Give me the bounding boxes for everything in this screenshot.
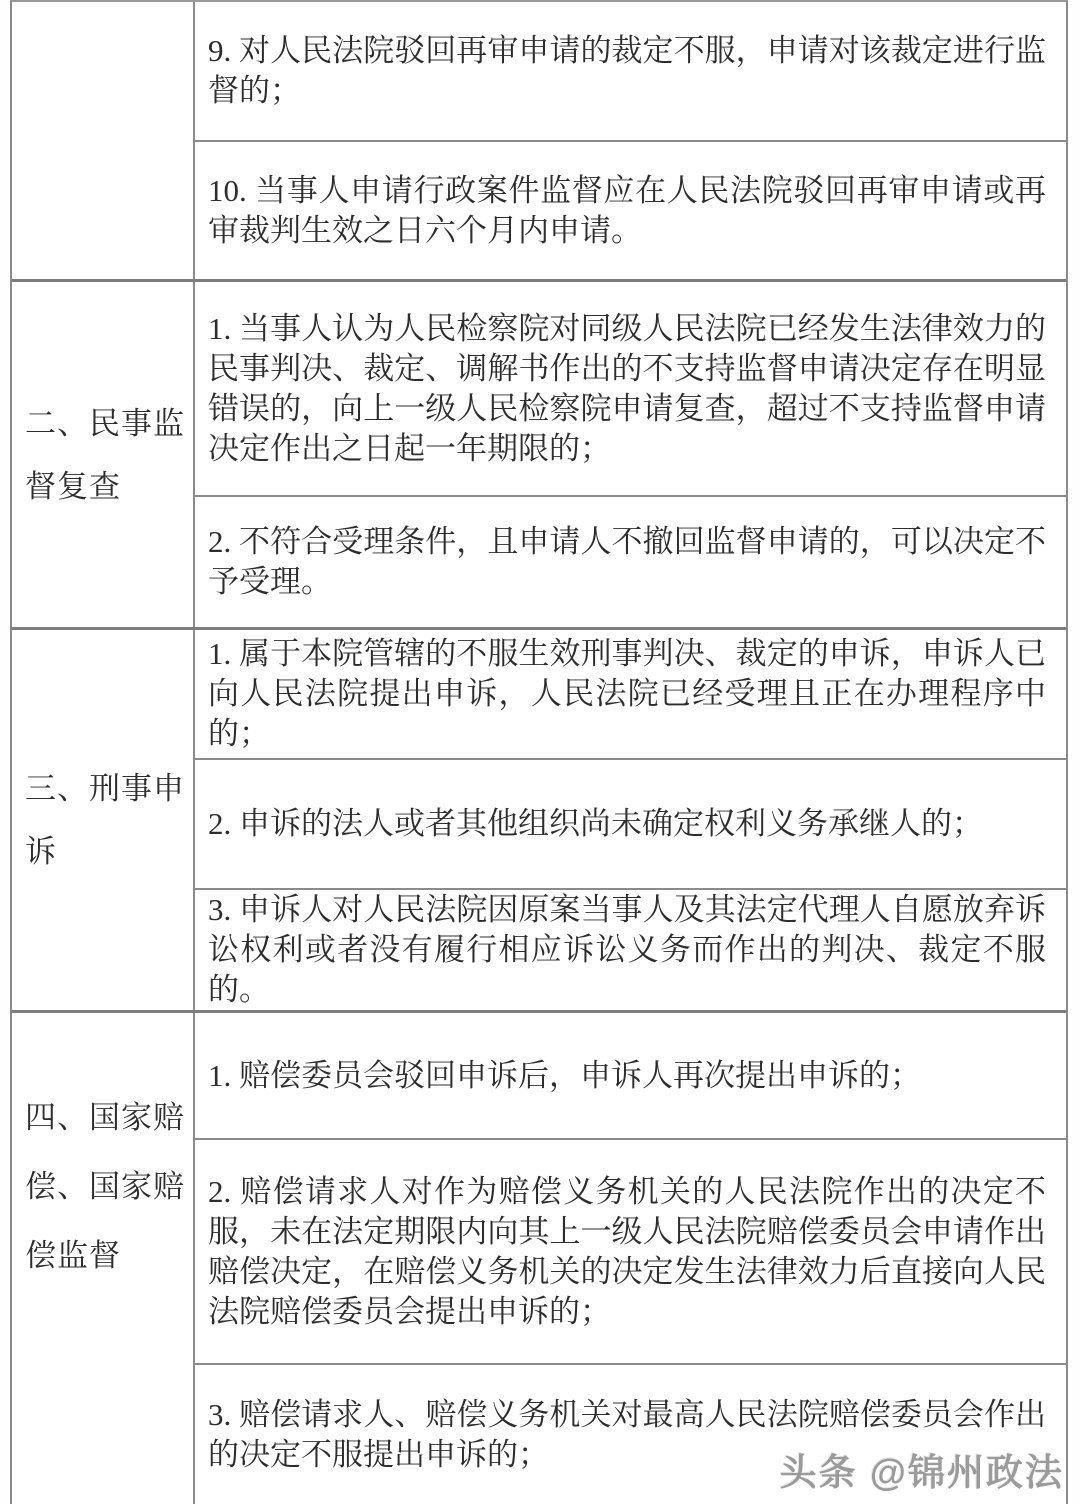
item-text: 1. 当事人认为人民检察院对同级人民法院已经发生法律效力的民事判决、裁定、调解书作出的不支持监督申请决定存在明显错误的，向上一级人民检察院申请复查，超过不支持监督申请决定作出之日起一年期限的； (208, 310, 1046, 466)
item-text: 2. 申诉的法人或者其他组织尚未确定权利义务承继人的； (208, 806, 983, 841)
table-cell (195, 890, 1066, 1010)
table-cell (195, 760, 1066, 890)
item-text: 1. 属于本院管辖的不服生效刑事判决、裁定的申诉，申诉人已向人民法院提出申诉，人民法院已经受理且正在办理程序中的； (208, 636, 1046, 751)
item-text: 3. 赔偿请求人、赔偿义务机关对最高人民法院赔偿委员会作出的决定不服提出申诉的； (208, 1396, 1046, 1472)
section-label: 二、民事监督复查 (25, 405, 185, 504)
section-items-column (195, 282, 1066, 627)
table-cell (195, 630, 1066, 760)
section-items-column (195, 2, 1066, 279)
table-cell (195, 2, 1066, 142)
table-section-state-compensation (12, 1013, 1066, 1504)
section-label-cell (12, 2, 195, 279)
procedure-table (10, 0, 1068, 1504)
table-cell (195, 1013, 1066, 1140)
table-section-criminal-appeal (12, 630, 1066, 1013)
section-label-cell (12, 282, 195, 627)
item-text: 10. 当事人申请行政案件监督应在人民法院驳回再审申请或再审裁判生效之日六个月内申请。 (208, 172, 1046, 248)
toutiao-watermark: 头条 @锦州政法 (779, 1452, 1064, 1493)
table-cell (195, 142, 1066, 279)
item-text: 9. 对人民法院驳回再审申请的裁定不服，申请对该裁定进行监督的； (208, 33, 1046, 108)
section-label: 三、刑事申诉 (25, 771, 185, 869)
section-items-column (195, 1013, 1066, 1504)
table-section-top (12, 2, 1066, 282)
section-label-cell (12, 1013, 195, 1504)
section-label-cell (12, 630, 195, 1010)
section-items-column (195, 630, 1066, 1010)
table-cell (195, 1140, 1066, 1365)
table-cell (195, 282, 1066, 497)
item-text: 3. 申诉人对人民法院因原案当事人及其法定代理人自愿放弃诉讼权利或者没有履行相应诉讼义务而作出的判决、裁定不服的。 (208, 892, 1046, 1007)
table-cell (195, 497, 1066, 627)
item-text: 2. 不符合受理条件，且申请人不撤回监督申请的，可以决定不予受理。 (208, 524, 1046, 599)
section-label: 四、国家赔偿、国家赔偿监督 (25, 1100, 185, 1273)
table-section-civil-review (12, 282, 1066, 630)
item-text: 1. 赔偿委员会驳回申诉后，申诉人再次提出申诉的； (208, 1057, 921, 1093)
item-text: 2. 赔偿请求人对作为赔偿义务机关的人民法院作出的决定不服，未在法定期限内向其上一级人民法院赔偿委员会申请作出赔偿决定，在赔偿义务机关的决定发生法律效力后直接向人民法院赔偿委员会提出申诉的； (208, 1173, 1046, 1329)
